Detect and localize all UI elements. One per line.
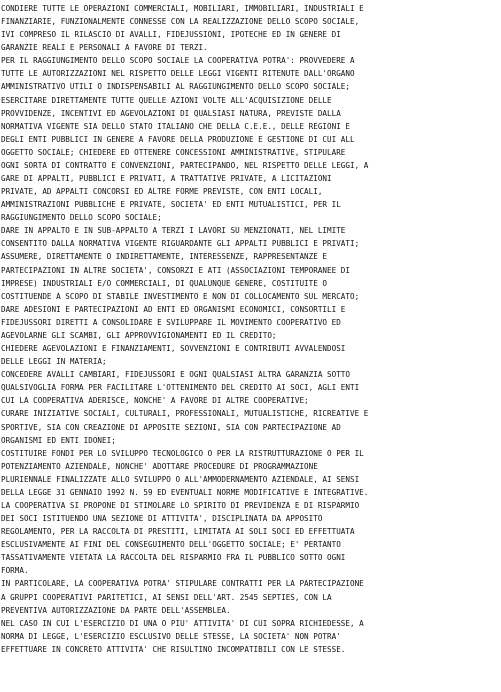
text-line: PER IL RAGGIUNGIMENTO DELLO SCOPO SOCIALE LA COOPERATIVA POTRA': PROVVEDERE A (1, 56, 355, 66)
text-line: AMMINISTRAZIONI PUBBLICHE E PRIVATE, SOCIETA' ED ENTI MUTUALISTICI, PER IL (1, 200, 341, 210)
text-line: SPORTIVE, SIA CON CREAZIONE DI APPOSITE SEZIONI, SIA CON PARTECIPAZIONE AD (1, 422, 341, 432)
text-line: QUALSIVOGLIA FORMA PER FACILITARE L'OTTENIMENTO DEL CREDITO AI SOCI, AGLI ENTI (1, 383, 360, 393)
text-line: DARE ADESIONI E PARTECIPAZIONI AD ENTI ED ORGANISMI ECONOMICI, CONSORTILI E (1, 304, 346, 314)
text-line: FORMA. (1, 566, 29, 576)
document-body (1, 2, 500, 656)
text-line: COSTITUENDE A SCOPO DI STABILE INVESTIMENTO E NON DI COLLOCAMENTO SUL MERCATO; (1, 291, 360, 301)
text-line: TUTTE LE AUTORIZZAZIONI NEL RISPETTO DELLE LEGGI VIGENTI RITENUTE DALL'ORGANO (1, 69, 355, 79)
text-line: ASSUMERE, DIRETTAMENTE O INDIRETTAMENTE, INTERESSENZE, RAPPRESENTANZE E (1, 252, 328, 262)
text-line: NEL CASO IN CUI L'ESERCIZIO DI UNA O PIU' ATTIVITA' DI CUI SOPRA RICHIEDESSE, A (1, 618, 364, 628)
text-line: ESERCITARE DIRETTAMENTE TUTTE QUELLE AZIONI VOLTE ALL'ACQUISIZIONE DELLE (1, 95, 332, 105)
text-line: IN PARTICOLARE, LA COOPERATIVA POTRA' STIPULARE CONTRATTI PER LA PARTECIPAZIONE (1, 579, 364, 589)
text-line: PROVVIDENZE, INCENTIVI ED AGEVOLAZIONI DI QUALSIASI NATURA, PREVISTE DALLA (1, 108, 341, 118)
text-line: DELLA LEGGE 31 GENNAIO 1992 N. 59 ED EVENTUALI NORME MODIFICATIVE E INTEGRATIVE. (1, 487, 369, 497)
text-line: IVI COMPRESO IL RILASCIO DI AVALLI, FIDEJUSSIONI, IPOTECHE ED IN GENERE DI (1, 30, 341, 40)
text-line: CURARE INIZIATIVE SOCIALI, CULTURALI, PROFESSIONALI, MUTUALISTICHE, RICREATIVE E (1, 409, 369, 419)
text-line: LA COOPERATIVA SI PROPONE DI STIMOLARE LO SPIRITO DI PREVIDENZA E DI RISPARMIO (1, 500, 360, 510)
text-line: AGEVOLARNE GLI SCAMBI, GLI APPROVVIGIONAMENTI ED IL CREDITO; (1, 330, 277, 340)
text-line: GARE DI APPALTI, PUBBLICI E PRIVATI, A TRATTATIVE PRIVATE, A LICITAZIONI (1, 174, 332, 184)
text-line: DARE IN APPALTO E IN SUB-APPALTO A TERZI I LAVORI SU MENZIONATI, NEL LIMITE (1, 226, 346, 236)
text-line: CONCEDERE AVALLI CAMBIARI, FIDEJUSSORI E OGNI QUALSIASI ALTRA GARANZIA SOTTO (1, 370, 350, 380)
text-line: PARTECIPAZIONI IN ALTRE SOCIETA', CONSORZI E ATI (ASSOCIAZIONI TEMPORANEE DI (1, 265, 350, 275)
text-line: RAGGIUNGIMENTO DELLO SCOPO SOCIALE; (1, 213, 162, 223)
text-line: NORMA DI LEGGE, L'ESERCIZIO ESCLUSIVO DELLE STESSE, LA SOCIETA' NON POTRA' (1, 631, 341, 641)
text-line: OGNI SORTA DI CONTRATTO E CONVENZIONI, PARTECIPANDO, NEL RISPETTO DELLE LEGGI, A (1, 160, 369, 170)
text-line: DEI SOCI ISTITUENDO UNA SEZIONE DI ATTIVITA', DISCIPLINATA DA APPOSITO (1, 514, 323, 524)
text-line: DEGLI ENTI PUBBLICI IN GENERE A FAVORE DELLA PRODUZIONE E GESTIONE DI CUI ALL (1, 134, 355, 144)
text-line: NORMATIVA VIGENTE SIA DELLO STATO ITALIANO CHE DELLA C.E.E., DELLE REGIONI E (1, 121, 350, 131)
text-line: FIDEJUSSORI DIRETTI A CONSOLIDARE E SVILUPPARE IL MOVIMENTO COOPERATIVO ED (1, 317, 341, 327)
text-line: PRIVATE, AD APPALTI CONCORSI ED ALTRE FORME PREVISTE, CON ENTI LOCALI, (1, 187, 323, 197)
text-line: PLURIENNALE FINALIZZATE ALLO SVILUPPO O ALL'AMMODERNAMENTO AZIENDALE, AI SENSI (1, 474, 360, 484)
text-line: CONDIERE TUTTE LE OPERAZIONI COMMERCIALI, MOBILIARI, IMMOBILIARI, INDUSTRIALI E (1, 4, 364, 13)
text-line: TASSATIVAMENTE VIETATA LA RACCOLTA DEL RISPARMIO FRA IL PUBBLICO SOTTO OGNI (1, 553, 346, 563)
text-line: ORGANISMI ED ENTI IDONEI; (1, 435, 116, 445)
text-line: PREVENTIVA AUTORIZZAZIONE DA PARTE DELL'ASSEMBLEA. (1, 605, 231, 615)
text-line: AMMINISTRATIVO UTILI O INDISPENSABILI AL RAGGIUNGIMENTO DELLO SCOPO SOCIALE; (1, 82, 350, 92)
text-line: DELLE LEGGI IN MATERIA; (1, 357, 107, 367)
text-line: OGGETTO SOCIALE; CHIEDERE ED OTTENERE CONCESSIONI AMMINISTRATIVE, STIPULARE (1, 147, 346, 157)
text-line: POTENZIAMENTO AZIENDALE, NONCHE' ADOTTARE PROCEDURE DI PROGRAMMAZIONE (1, 461, 318, 471)
text-line: FINANZIARIE, FUNZIONALMENTE CONNESSE CON LA REALIZZAZIONE DELLO SCOPO SOCIALE, (1, 17, 360, 27)
text-line: A GRUPPI COOPERATIVI PARITETICI, AI SENSI DELL'ART. 2545 SEPTIES, CON LA (1, 592, 332, 602)
text-line: CONSENTITO DALLA NORMATIVA VIGENTE RIGUARDANTE GLI APPALTI PUBBLICI E PRIVATI; (1, 239, 360, 249)
text-line: GARANZIE REALI E PERSONALI A FAVORE DI TERZI. (1, 43, 208, 53)
text-line: CHIEDERE AGEVOLAZIONI E FINANZIAMENTI, SOVVENZIONI E CONTRIBUTI AVVALENDOSI (1, 344, 346, 354)
text-line: EFFETTUARE IN CONCRETO ATTIVITA' CHE RISULTINO INCOMPATIBILI CON LE STESSE. (1, 644, 346, 654)
text-line: REGOLAMENTO, PER LA RACCOLTA DI PRESTITI, LIMITATA AI SOLI SOCI ED EFFETTUATA (1, 527, 355, 537)
text-line: CUI LA COOPERATIVA ADERISCE, NONCHE' A FAVORE DI ALTRE COOPERATIVE; (1, 396, 309, 406)
text-line: IMPRESE) INDUSTRIALI E/O COMMERCIALI, DI QUALUNQUE GENERE, COSTITUITE O (1, 278, 328, 288)
text-line: ESCLUSIVAMENTE AI FINI DEL CONSEGUIMENTO DELL'OGGETTO SOCIALE; E' PERTANTO (1, 540, 341, 550)
text-line: COSTITUIRE FONDI PER LO SVILUPPO TECNOLOGICO O PER LA RISTRUTTURAZIONE O PER IL (1, 448, 364, 458)
